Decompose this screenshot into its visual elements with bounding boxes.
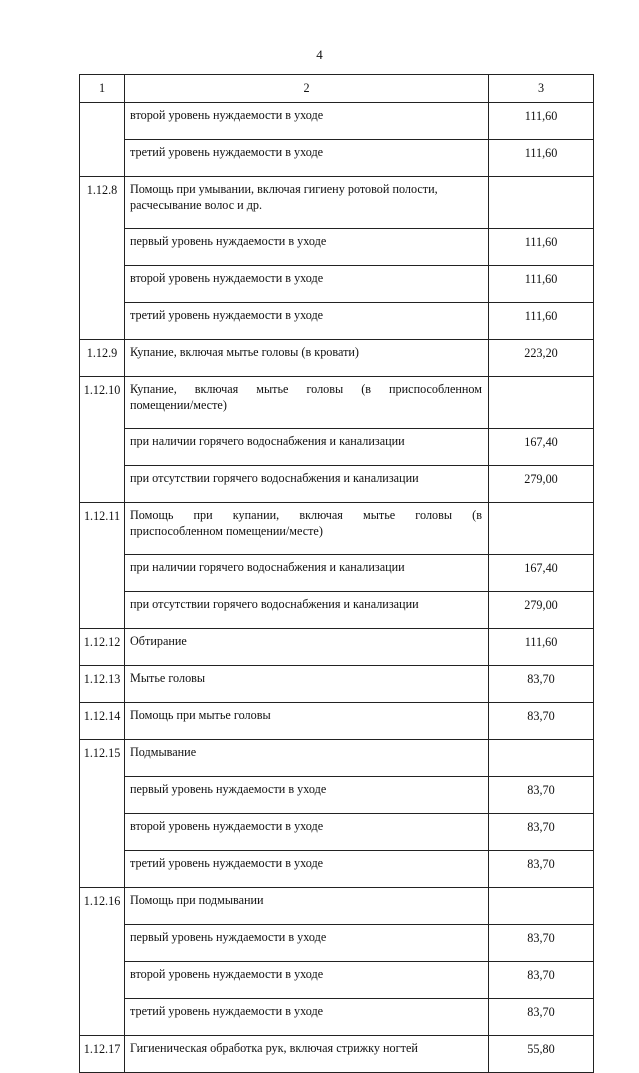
table-row <box>80 429 594 466</box>
row-text: первый уровень нуждаемости в уходе <box>125 925 489 962</box>
table-row <box>80 466 594 503</box>
table-row <box>80 140 594 177</box>
row-value: 279,00 <box>489 466 594 503</box>
row-text: первый уровень нуждаемости в уходе <box>125 229 489 266</box>
tariff-table <box>79 74 594 1073</box>
row-code: 1.12.17 <box>80 1036 125 1073</box>
row-value: 279,00 <box>489 592 594 629</box>
table-row <box>80 592 594 629</box>
header-col-3: 3 <box>489 75 594 103</box>
row-text-line-2: приспособленном помещении/месте) <box>130 523 323 538</box>
row-value: 167,40 <box>489 429 594 466</box>
table-row <box>80 666 594 703</box>
table-row <box>80 888 594 925</box>
row-code: 1.12.9 <box>80 340 125 377</box>
row-text-line-1: Помощь при купании, включая мытье головы (в <box>130 508 482 522</box>
row-text: третий уровень нуждаемости в уходе <box>125 999 489 1036</box>
row-value: 83,70 <box>489 777 594 814</box>
row-value: 83,70 <box>489 962 594 999</box>
table-row <box>80 999 594 1036</box>
row-value <box>489 377 594 429</box>
table-row <box>80 777 594 814</box>
row-text-line-1: Помощь при умывании, включая гигиену ротовой полости, <box>130 182 438 196</box>
row-text: при отсутствии горячего водоснабжения и канализации <box>125 592 489 629</box>
row-text: при отсутствии горячего водоснабжения и канализации <box>125 466 489 503</box>
table-row <box>80 629 594 666</box>
row-code <box>80 103 125 177</box>
row-text: второй уровень нуждаемости в уходе <box>125 103 489 140</box>
row-text: Помощь при мытье головы <box>125 703 489 740</box>
row-value <box>489 888 594 925</box>
table-header-row <box>80 75 594 103</box>
row-text: Помощь при подмывании <box>125 888 489 925</box>
row-value <box>489 503 594 555</box>
table-row <box>80 925 594 962</box>
table-row <box>80 851 594 888</box>
row-text: третий уровень нуждаемости в уходе <box>125 303 489 340</box>
row-value: 111,60 <box>489 266 594 303</box>
table-row <box>80 962 594 999</box>
row-value: 83,70 <box>489 999 594 1036</box>
header-col-2: 2 <box>125 75 489 103</box>
row-code: 1.12.14 <box>80 703 125 740</box>
row-code: 1.12.15 <box>80 740 125 888</box>
row-text: Купание, включая мытье головы (в кровати) <box>125 340 489 377</box>
row-code: 1.12.16 <box>80 888 125 1036</box>
row-text: Гигиеническая обработка рук, включая стрижку ногтей <box>125 1036 489 1073</box>
row-value: 111,60 <box>489 103 594 140</box>
row-code: 1.12.11 <box>80 503 125 629</box>
row-value: 111,60 <box>489 229 594 266</box>
header-col-1: 1 <box>80 75 125 103</box>
row-text-line-2: расчесывание волос и др. <box>130 197 263 212</box>
row-text-line-1: Купание, включая мытье головы (в приспособленном <box>130 382 482 396</box>
row-text: Обтирание <box>125 629 489 666</box>
row-value: 83,70 <box>489 666 594 703</box>
row-text: второй уровень нуждаемости в уходе <box>125 814 489 851</box>
row-value: 223,20 <box>489 340 594 377</box>
row-value: 111,60 <box>489 140 594 177</box>
row-text: при наличии горячего водоснабжения и канализации <box>125 429 489 466</box>
row-value: 167,40 <box>489 555 594 592</box>
row-text: первый уровень нуждаемости в уходе <box>125 777 489 814</box>
row-value: 111,60 <box>489 629 594 666</box>
row-value: 83,70 <box>489 814 594 851</box>
row-text <box>125 377 489 429</box>
table-row <box>80 103 594 140</box>
row-text: Подмывание <box>125 740 489 777</box>
row-code: 1.12.12 <box>80 629 125 666</box>
row-text: второй уровень нуждаемости в уходе <box>125 266 489 303</box>
row-code: 1.12.10 <box>80 377 125 503</box>
row-text: при наличии горячего водоснабжения и канализации <box>125 555 489 592</box>
table-row <box>80 340 594 377</box>
table-row <box>80 229 594 266</box>
table-row <box>80 555 594 592</box>
page-number: 4 <box>316 47 323 62</box>
table-row <box>80 740 594 777</box>
table-row <box>80 814 594 851</box>
row-text-line-2: помещении/месте) <box>130 397 227 412</box>
row-text: Мытье головы <box>125 666 489 703</box>
table-row <box>80 266 594 303</box>
row-text <box>125 177 489 229</box>
table-row <box>80 1036 594 1073</box>
table-row <box>80 503 594 555</box>
row-text <box>125 503 489 555</box>
row-value: 83,70 <box>489 925 594 962</box>
table-row <box>80 303 594 340</box>
row-text: третий уровень нуждаемости в уходе <box>125 851 489 888</box>
row-text: второй уровень нуждаемости в уходе <box>125 962 489 999</box>
row-value <box>489 177 594 229</box>
row-text: третий уровень нуждаемости в уходе <box>125 140 489 177</box>
table-row <box>80 177 594 229</box>
row-code: 1.12.13 <box>80 666 125 703</box>
row-value: 83,70 <box>489 703 594 740</box>
table-row <box>80 703 594 740</box>
row-value: 83,70 <box>489 851 594 888</box>
row-code: 1.12.8 <box>80 177 125 340</box>
row-value: 55,80 <box>489 1036 594 1073</box>
table-row <box>80 377 594 429</box>
row-value: 111,60 <box>489 303 594 340</box>
row-value <box>489 740 594 777</box>
